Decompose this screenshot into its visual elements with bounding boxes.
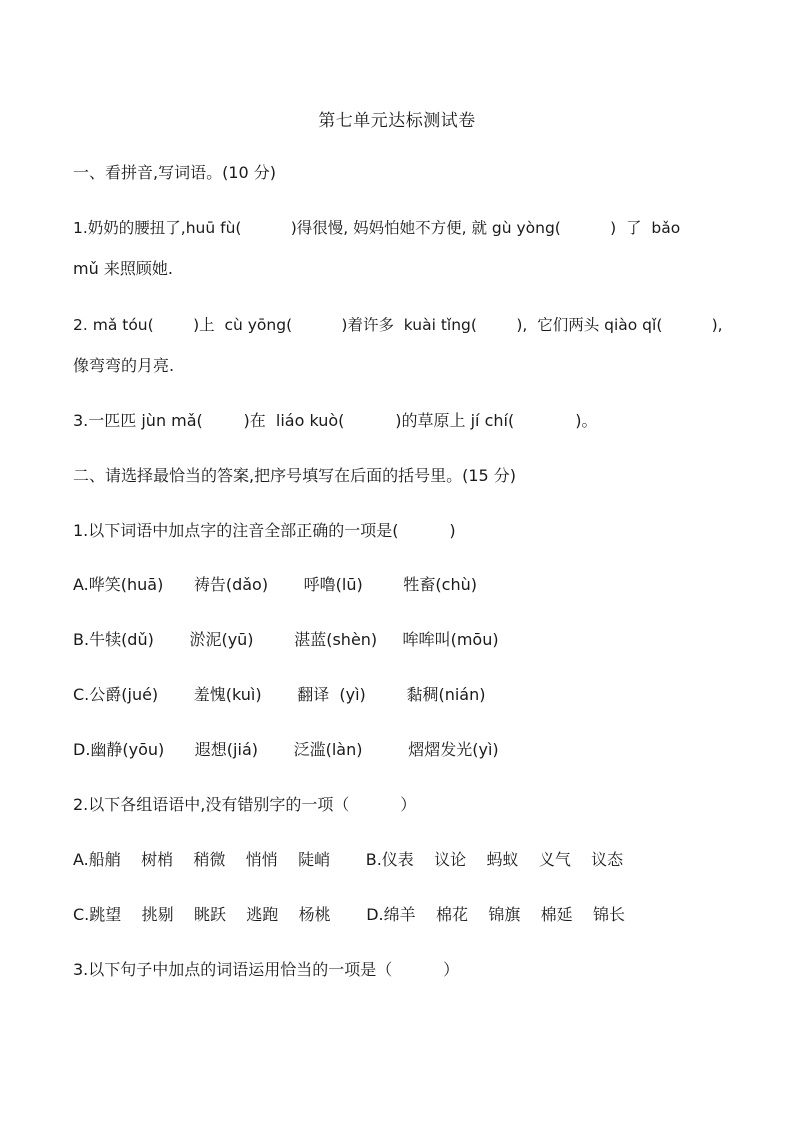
section-1-heading: 一、看拼音,写词语。(10 分) [73,163,277,182]
question-1-2-line-1: 2. mǎ tóu( )上 cù yōng( )着许多 kuài tǐng( ), 它们两头 qiào qǐ( ), [73,316,723,334]
question-2-1-option-c: C.公爵(jué) 羞愧(kuì) 翻译 (yì) 黏稠(nián) [73,685,486,704]
question-2-1-option-a: A.哗笑(huā) 祷告(dǎo) 呼噜(lū) 牲畜(chù) [73,575,477,594]
page-title: 第七单元达标测试卷 [318,111,476,131]
question-2-1: 1.以下词语中加点字的注音全部正确的一项是( ) [73,521,456,540]
section-2-heading: 二、请选择最恰当的答案,把序号填写在后面的括号里。(15 分) [73,466,517,485]
question-1-3: 3.一匹匹 jùn mǎ( )在 liáo kuò( )的草原上 jí chí( )。 [73,411,598,430]
question-1-1-line-1: 1.奶奶的腰扭了,huū fù( )得很慢, 妈妈怕她不方便, 就 gù yòng( ) 了 bǎo [73,219,681,237]
question-2-2: 2.以下各组语语中,没有错别字的一项（ ） [73,795,417,814]
question-2-1-option-d: D.幽静(yōu) 遐想(jiá) 泛滥(làn) 熠熠发光(yì) [73,740,499,759]
question-2-1-option-b: B.牛犊(dǔ) 淤泥(yū) 湛蓝(shèn) 哞哞叫(mōu) [73,630,499,649]
question-1-2-line-2: 像弯弯的月亮. [73,356,175,375]
question-2-2-options-c-d: C.跳望 挑剔 眺跃 逃跑 杨桃 D.绵羊 棉花 锦旗 棉延 锦长 [73,905,626,924]
question-2-2-options-a-b: A.船艄 树梢 稍微 悄悄 陡峭 B.仪表 议论 蚂蚁 义气 议态 [73,850,624,869]
question-2-3: 3.以下句子中加点的词语运用恰当的一项是（ ） [73,960,460,979]
question-1-1-line-2: mǔ 来照顾她. [73,259,173,278]
